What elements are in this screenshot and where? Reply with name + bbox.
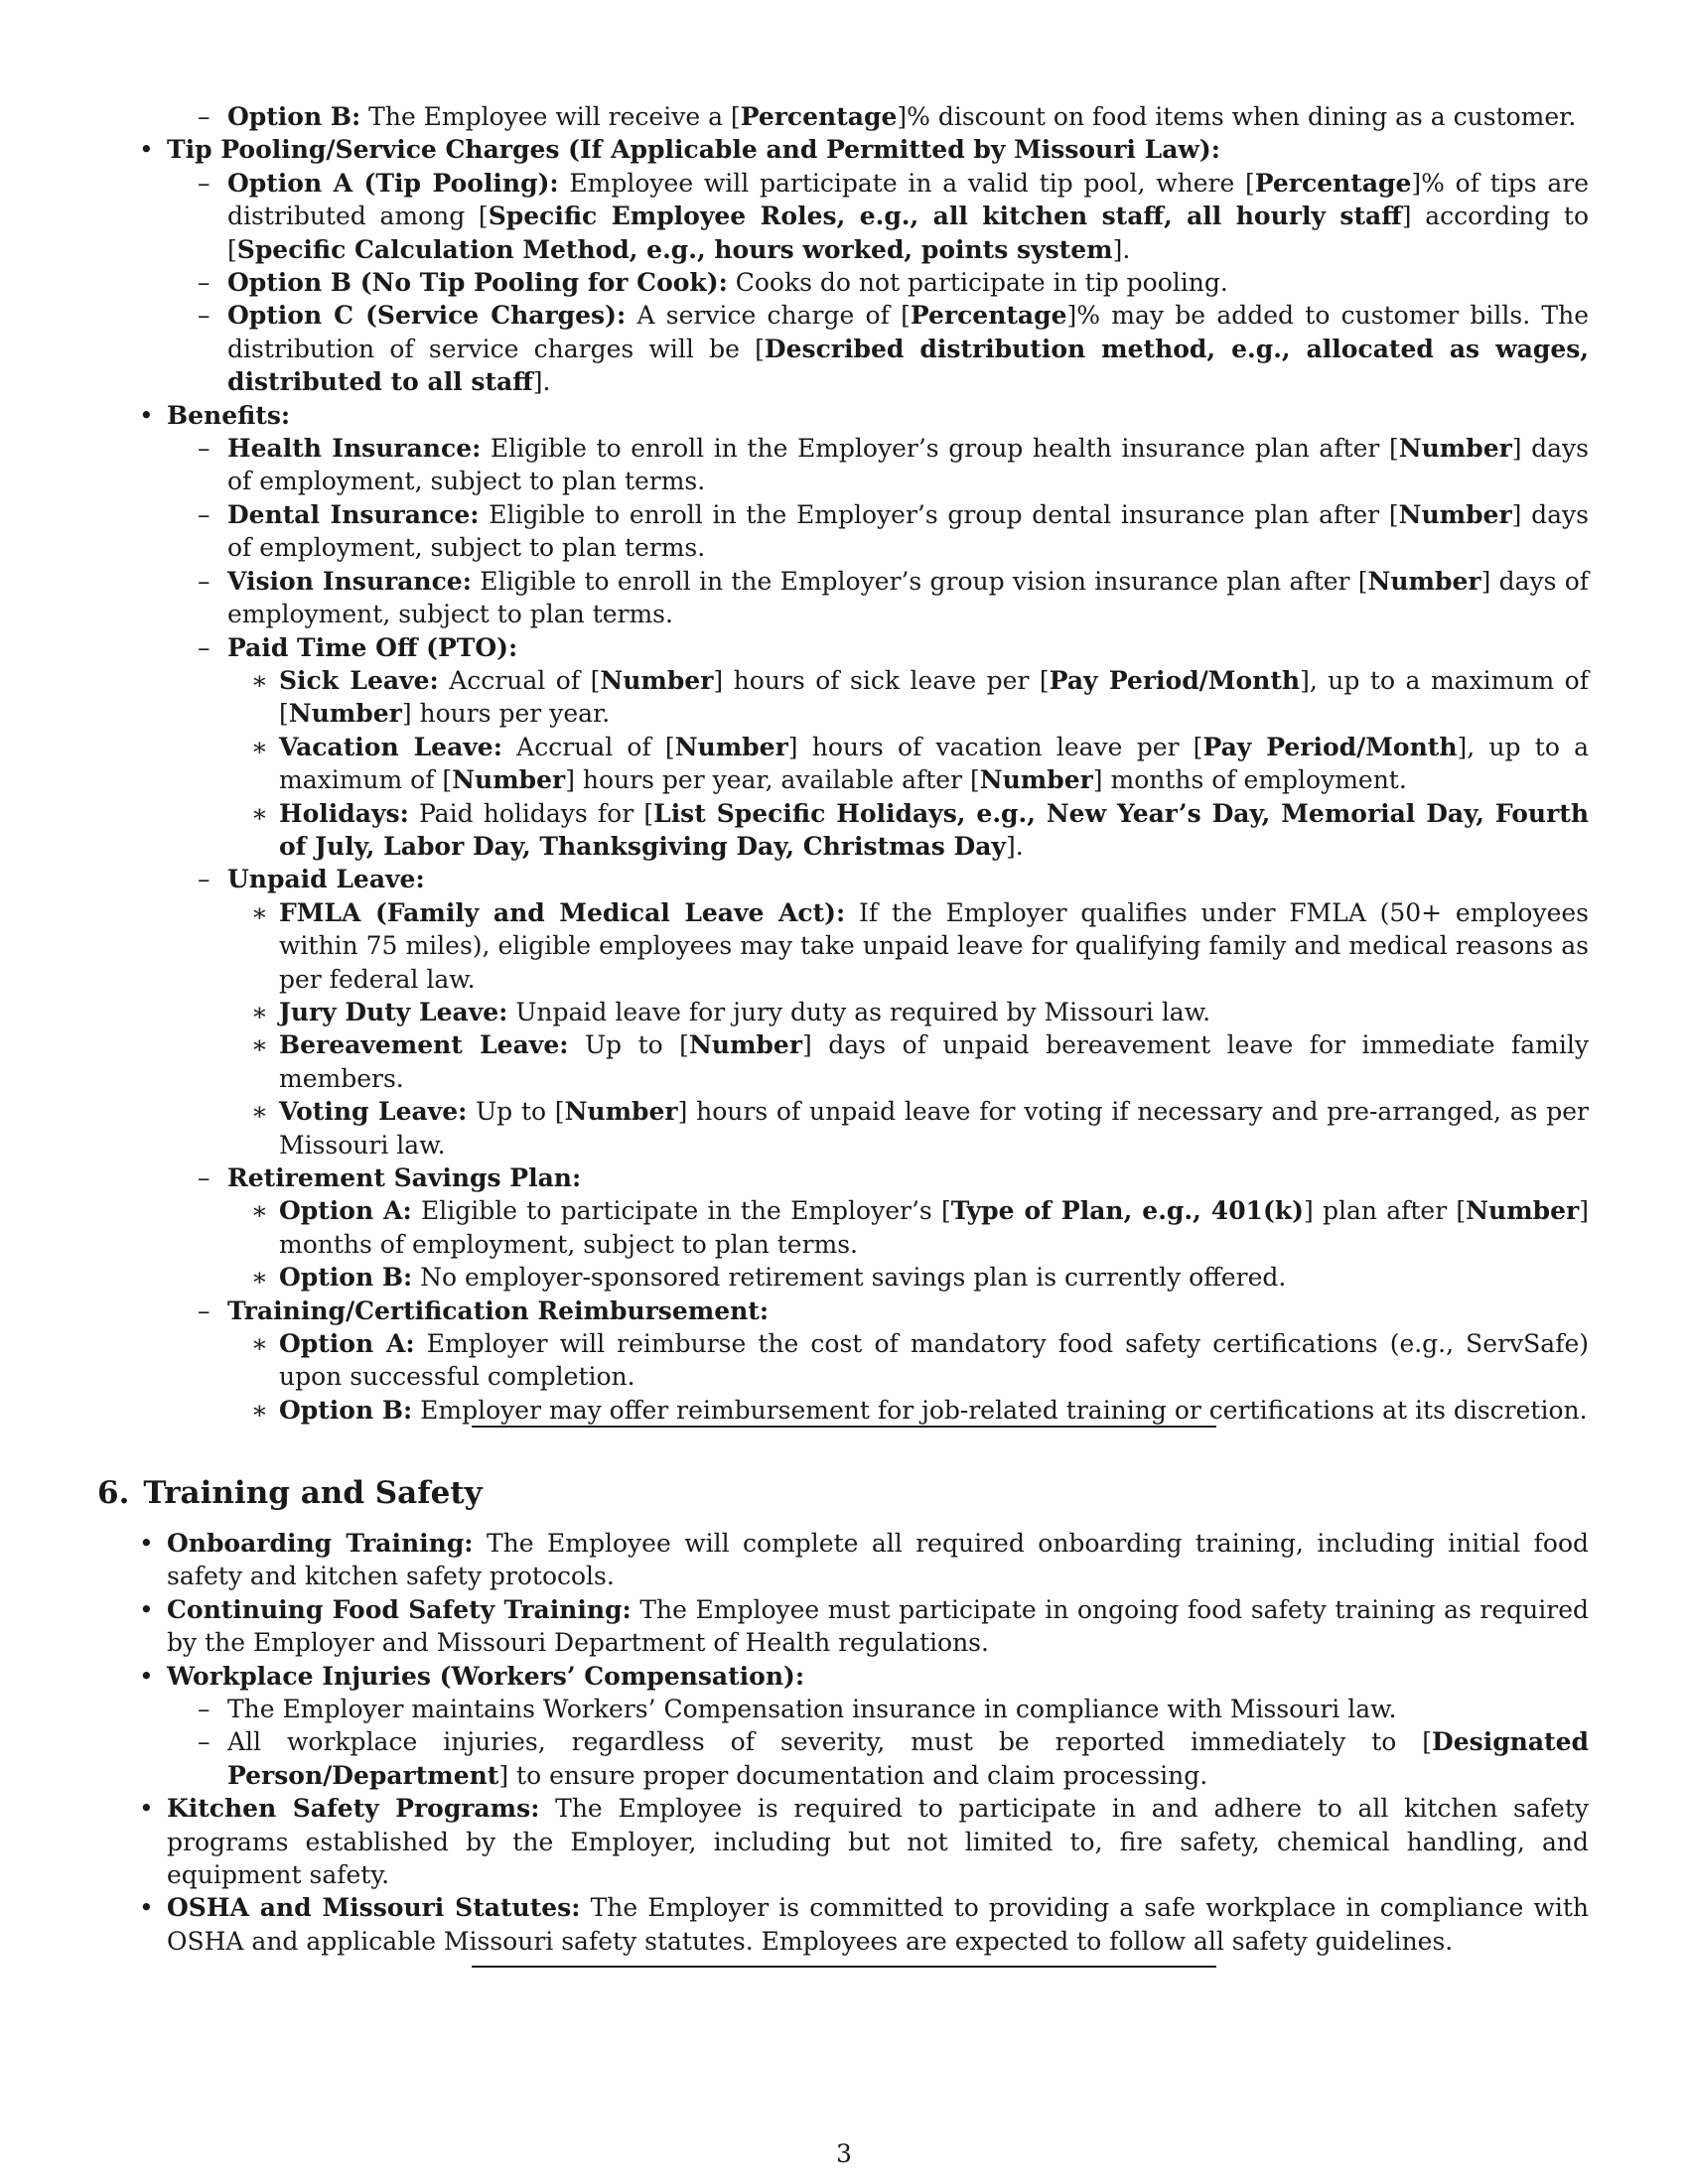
dash-bullet: – bbox=[198, 301, 211, 331]
list-item-health-insurance: – Health Insurance: Eligible to enroll in the Employer’s group health insurance plan after [Number] days of employment, subject to plan terms. bbox=[198, 434, 1589, 496]
list-item-jury-duty: ∗ Jury Duty Leave: Unpaid leave for jury duty as required by Missouri law. bbox=[279, 996, 1589, 1028]
list-item-tip-option-c: – Option C (Service Charges): A service charge of [Percentage]% may be added to customer bills. The distribution of service charges will be [Described distribution method, e.g., allocated as wages, distributed to all staff]. bbox=[198, 301, 1590, 397]
section-divider bbox=[472, 1426, 1216, 1428]
list-item-option-b-discount: – Option B: The Employee will receive a [Percentage]% discount on food items when dining as a customer. bbox=[227, 100, 1589, 133]
dash-bullet: – bbox=[198, 1163, 211, 1192]
training-safety-list bbox=[139, 1527, 1589, 1958]
dash-bullet: – bbox=[198, 1296, 211, 1325]
benefits-list bbox=[139, 100, 1590, 1427]
dash-bullet: – bbox=[198, 865, 211, 894]
dash-bullet: – bbox=[198, 168, 211, 198]
section-heading: 6. Training and Safety bbox=[97, 1475, 483, 1511]
list-item-pto: – Paid Time Off (PTO): bbox=[227, 631, 1589, 664]
dash-bullet: – bbox=[198, 1695, 211, 1724]
page-number: 3 bbox=[836, 2139, 852, 2168]
list-item-benefits: • Benefits: bbox=[167, 399, 1589, 432]
list-item-voting: ∗ Voting Leave: Up to [Number] hours of unpaid leave for voting if necessary and pre-arranged, as per Missouri law. bbox=[251, 1097, 1589, 1160]
dash-bullet: – bbox=[198, 632, 211, 662]
list-item-tip-pooling: • Tip Pooling/Service Charges (If Applicable and Permitted by Missouri Law): bbox=[167, 133, 1589, 166]
asterisk-bullet: ∗ bbox=[251, 798, 268, 828]
asterisk-bullet: ∗ bbox=[251, 732, 268, 761]
dash-bullet: – bbox=[198, 434, 211, 464]
list-item-training-option-a: ∗ Option A: Employer will reimburse the cost of mandatory food safety certifications (e.g., ServSafe) upon successful completion. bbox=[251, 1329, 1589, 1392]
round-bullet: • bbox=[139, 1594, 154, 1624]
round-bullet: • bbox=[139, 1794, 154, 1824]
list-item-workplace-injuries: • Workplace Injuries (Workers’ Compensation): bbox=[167, 1660, 1589, 1693]
list-item-holidays: ∗ Holidays: Paid holidays for [List Specific Holidays, e.g., New Year’s Day, Memorial Day, Fourth of July, Labor Day, Thanksgiving Day, Christmas Day]. bbox=[251, 798, 1590, 861]
list-item-fmla: ∗ FMLA (Family and Medical Leave Act): If the Employer qualifies under FMLA (50+ employees within 75 miles), eligible employees may take unpaid leave for qualifying family and medical reasons as per federal law. bbox=[251, 897, 1589, 994]
list-item-vision-insurance: – Vision Insurance: Eligible to enroll in the Employer’s group vision insurance plan after [Number] days of employment, subject to plan terms. bbox=[198, 566, 1590, 629]
asterisk-bullet: ∗ bbox=[251, 665, 268, 695]
asterisk-bullet: ∗ bbox=[251, 1030, 268, 1060]
list-item-bereavement: ∗ Bereavement Leave: Up to [Number] days of unpaid bereavement leave for immediate family members. bbox=[251, 1030, 1590, 1093]
list-item-kitchen-safety: • Kitchen Safety Programs: The Employee is required to participate in and adhere to all kitchen safety programs established by the Employer, including but not limited to, fire safety, chemical handling, and equipment safety. bbox=[139, 1794, 1589, 1890]
list-item-tip-option-b: – Option B (No Tip Pooling for Cook): Cooks do not participate in tip pooling. bbox=[227, 266, 1589, 299]
dash-bullet: – bbox=[198, 268, 211, 298]
asterisk-bullet: ∗ bbox=[251, 997, 268, 1026]
dash-bullet: – bbox=[198, 1727, 211, 1757]
list-item-tip-option-a: – Option A (Tip Pooling): Employee will participate in a valid tip pool, where [Percentage]% of tips are distributed among [Specific Employee Roles, e.g., all kitchen staff, all hourly staff] according to [Specific Calculation Method, e.g., hours worked, points system]. bbox=[198, 168, 1590, 264]
round-bullet: • bbox=[139, 1893, 154, 1923]
asterisk-bullet: ∗ bbox=[251, 1097, 268, 1127]
list-item-dental-insurance: – Dental Insurance: Eligible to enroll in the Employer’s group dental insurance plan after [Number] days of employment, subject to plan terms. bbox=[198, 499, 1589, 563]
asterisk-bullet: ∗ bbox=[251, 1196, 268, 1226]
list-item-osha: • OSHA and Missouri Statutes: The Employer is committed to providing a safe workplace in compliance with OSHA and applicable Missouri safety statutes. Employees are expected to follow all safety guidelines. bbox=[139, 1893, 1589, 1956]
round-bullet: • bbox=[139, 135, 154, 165]
asterisk-bullet: ∗ bbox=[251, 1395, 268, 1425]
dash-bullet: – bbox=[198, 566, 211, 596]
list-item-onboarding: • Onboarding Training: The Employee will complete all required onboarding training, including initial food safety and kitchen safety protocols. bbox=[139, 1529, 1589, 1591]
list-item-injury-reporting: – All workplace injuries, regardless of severity, must be reported immediately to [Designated Person/Department] to ensure proper documentation and claim processing. bbox=[198, 1727, 1589, 1790]
list-item-training-reimbursement: – Training/Certification Reimbursement: bbox=[227, 1295, 1589, 1327]
round-bullet: • bbox=[139, 1529, 154, 1558]
round-bullet: • bbox=[139, 400, 154, 430]
asterisk-bullet: ∗ bbox=[251, 1263, 268, 1293]
dash-bullet: – bbox=[198, 499, 211, 529]
list-item-vacation-leave: ∗ Vacation Leave: Accrual of [Number] hours of vacation leave per [Pay Period/Month], up to a maximum of [Number] hours per year, available after [Number] months of employment. bbox=[251, 732, 1589, 795]
list-item-retirement: – Retirement Savings Plan: bbox=[227, 1161, 1589, 1194]
list-item-training-option-b: ∗ Option B: Employer may offer reimbursement for job-related training or certifications at its discretion. bbox=[279, 1394, 1589, 1427]
list-item-unpaid-leave: – Unpaid Leave: bbox=[227, 863, 1589, 895]
asterisk-bullet: ∗ bbox=[251, 897, 268, 927]
list-item-retirement-option-a: ∗ Option A: Eligible to participate in the Employer’s [Type of Plan, e.g., 401(k)] plan after [Number] months of employment, subject to plan terms. bbox=[251, 1196, 1589, 1259]
list-item-workers-comp: – The Employer maintains Workers’ Compensation insurance in compliance with Missouri law. bbox=[227, 1693, 1589, 1725]
round-bullet: • bbox=[139, 1661, 154, 1691]
dash-bullet: – bbox=[198, 102, 211, 131]
list-item-continuing-training: • Continuing Food Safety Training: The Employee must participate in ongoing food safety training as required by the Employer and Missouri Department of Health regulations. bbox=[139, 1594, 1589, 1658]
list-item-retirement-option-b: ∗ Option B: No employer-sponsored retirement savings plan is currently offered. bbox=[279, 1261, 1589, 1294]
list-item-sick-leave: ∗ Sick Leave: Accrual of [Number] hours of sick leave per [Pay Period/Month], up to a maximum of [Number] hours per year. bbox=[251, 665, 1589, 729]
asterisk-bullet: ∗ bbox=[251, 1329, 268, 1359]
section-divider bbox=[472, 1966, 1216, 1968]
